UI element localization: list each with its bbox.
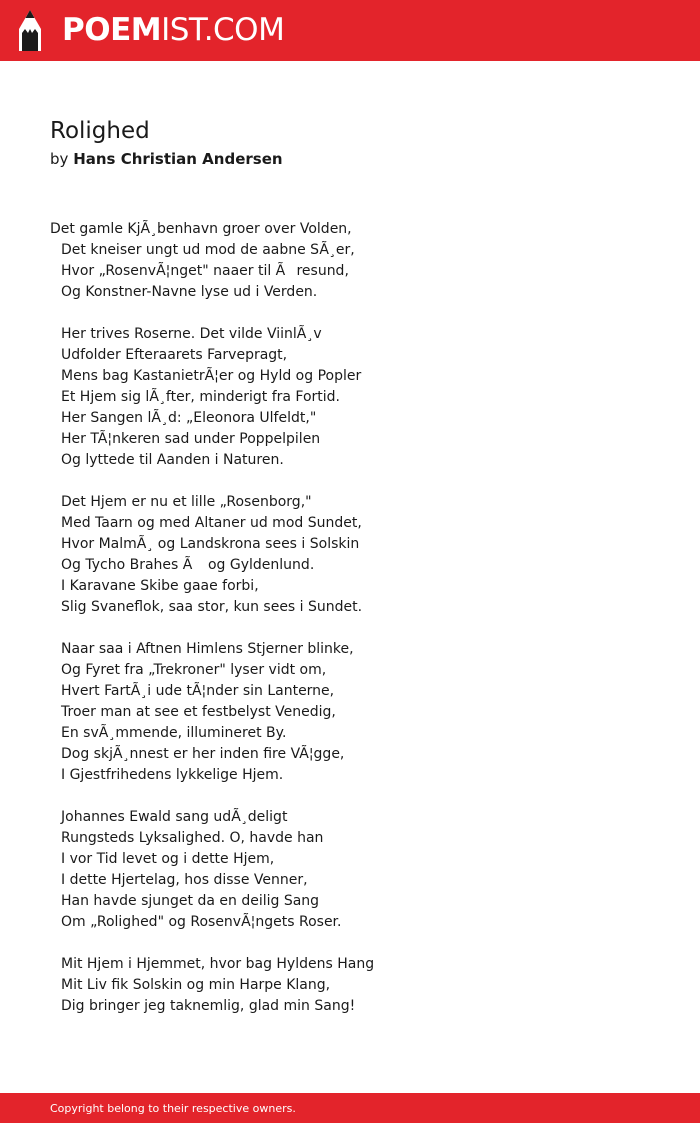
poem-line: Slig Svaneflok, saa stor, kun sees i Sundet. — [61, 599, 363, 615]
stanza — [50, 324, 670, 471]
poem-line: I Karavane Skibe gaae forbi, — [61, 578, 259, 594]
site-footer — [0, 1093, 700, 1123]
poem-line: Det kneiser ungt ud mod de aabne SÃ¸er, — [61, 242, 355, 258]
brand-bold: POEM — [62, 12, 162, 48]
poem-line: Og Konstner-Navne lyse ud i Verden. — [61, 284, 318, 300]
copyright-text: Copyright belong to their respective owners. — [50, 1102, 296, 1115]
stanza — [50, 954, 670, 1017]
poem-line: I Gjestfrihedens lykkelige Hjem. — [61, 767, 284, 783]
poem-line: Rungsteds Lyksalighed. O, havde han — [61, 830, 324, 846]
poem-line: I vor Tid levet og i dette Hjem, — [61, 851, 275, 867]
byline — [50, 148, 283, 170]
poem-line: Det Hjem er nu et lille „Rosenborg," — [61, 494, 312, 510]
poem-line: Dig bringer jeg taknemlig, glad min Sang! — [61, 998, 356, 1014]
poem-line: Om „Rolighed" og RosenvÃ¦ngets Roser. — [61, 914, 342, 930]
by-label: by — [50, 150, 69, 168]
poem-line: Dog skjÃ¸nnest er her inden fire VÃ¦gge, — [61, 746, 345, 762]
poem-line: Hvor „RosenvÃ¦nget" naaer til Ãresund, — [61, 263, 349, 279]
poem-line: Mens bag KastanietrÃ¦er og Hyld og Popler — [61, 368, 362, 384]
poem-line: Det gamle KjÃ¸benhavn groer over Volden, — [50, 221, 352, 237]
poem-line: Hvor MalmÃ¸ og Landskrona sees i Solskin — [61, 536, 360, 552]
poem-line: Hvert FartÃ¸i ude tÃ¦nder sin Lanterne, — [61, 683, 335, 699]
poem-line: Johannes Ewald sang udÃ¸deligt — [61, 809, 288, 825]
stanza — [50, 219, 670, 303]
site-header — [0, 0, 700, 61]
poem-line: Han havde sjunget da en deilig Sang — [61, 893, 320, 909]
poem-line: Udfolder Efteraarets Farvepragt, — [61, 347, 288, 363]
poem-line: Og Tycho Brahes Ã og Gyldenlund. — [61, 557, 315, 573]
poem-line: Her TÃ¦nkeren sad under Poppelpilen — [61, 431, 321, 447]
stanza — [50, 492, 670, 618]
poem-line: En svÃ¸mmende, illumineret By. — [61, 725, 287, 741]
brand-light: IST.COM — [161, 12, 285, 48]
pencil-icon[interactable] — [17, 9, 43, 52]
poem-body — [50, 219, 670, 1038]
poem-line: Naar saa i Aftnen Himlens Stjerner blinke, — [61, 641, 354, 657]
poem-line: Mit Hjem i Hjemmet, hvor bag Hyldens Hang — [61, 956, 375, 972]
poem-line: Med Taarn og med Altaner ud mod Sundet, — [61, 515, 362, 531]
author-name[interactable]: Hans Christian Andersen — [73, 150, 283, 168]
site-logo[interactable] — [62, 12, 284, 48]
poem-line: Troer man at see et festbelyst Venedig, — [61, 704, 336, 720]
stanza — [50, 639, 670, 786]
poem-title: Rolighed — [50, 118, 150, 144]
stanza — [50, 807, 670, 933]
poem-line: Og Fyret fra „Trekroner" lyser vidt om, — [61, 662, 327, 678]
poem-line: Her trives Roserne. Det vilde ViinlÃ¸v — [61, 326, 322, 342]
poem-line: Mit Liv fik Solskin og min Harpe Klang, — [61, 977, 331, 993]
poem-line: Og lyttede til Aanden i Naturen. — [61, 452, 284, 468]
poem-line: I dette Hjertelag, hos disse Venner, — [61, 872, 308, 888]
poem-line: Et Hjem sig lÃ¸fter, minderigt fra Fortid. — [61, 389, 341, 405]
poem-line: Her Sangen lÃ¸d: „Eleonora Ulfeldt," — [61, 410, 317, 426]
